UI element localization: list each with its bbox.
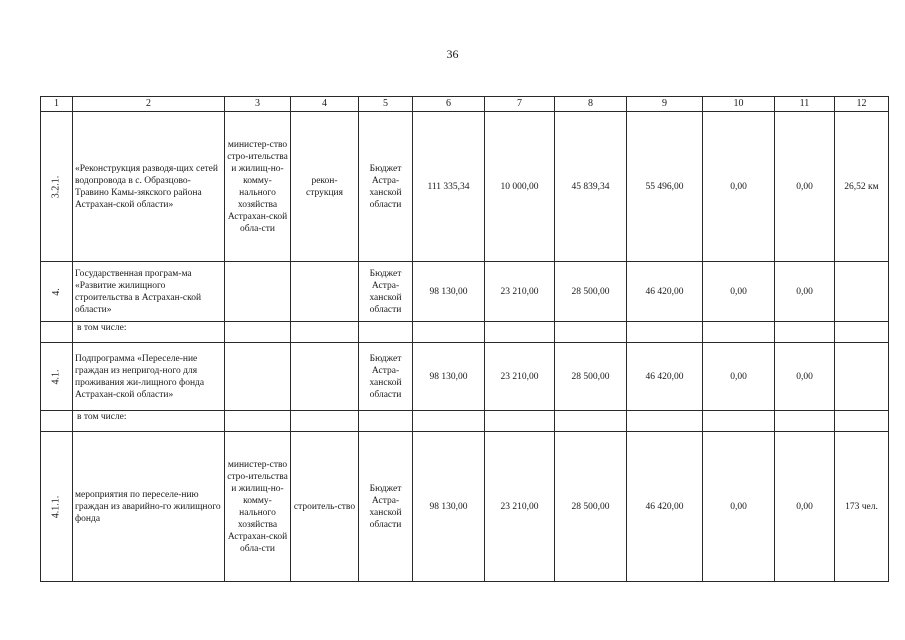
- row-value-11: 0,00: [775, 262, 835, 322]
- row-value-9: 46 420,00: [627, 343, 703, 411]
- row-executor: [225, 262, 291, 322]
- table-row: [41, 262, 889, 322]
- empty-cell: [835, 411, 889, 432]
- header-row: [41, 97, 889, 112]
- empty-cell: [41, 322, 73, 343]
- empty-cell: [41, 411, 73, 432]
- subheader-text: в том числе:: [73, 411, 225, 432]
- row-total: 98 130,00: [413, 343, 485, 411]
- row-value-8: 28 500,00: [555, 343, 627, 411]
- empty-cell: [775, 322, 835, 343]
- budget-table: [40, 96, 889, 582]
- row-value-10: 0,00: [703, 432, 775, 582]
- row-value-7: 23 210,00: [485, 262, 555, 322]
- empty-cell: [703, 322, 775, 343]
- header-cell: 5: [359, 97, 413, 112]
- row-indicator: 173 чел.: [835, 432, 889, 582]
- row-type: [291, 343, 359, 411]
- row-value-10: 0,00: [703, 343, 775, 411]
- row-value-11: 0,00: [775, 343, 835, 411]
- row-value-10: 0,00: [703, 112, 775, 262]
- table-row: [41, 432, 889, 582]
- row-total: 98 130,00: [413, 432, 485, 582]
- empty-cell: [485, 411, 555, 432]
- row-value-7: 23 210,00: [485, 432, 555, 582]
- row-number-label: 4.1.1.: [50, 495, 62, 518]
- row-indicator: [835, 343, 889, 411]
- row-value-8: 28 500,00: [555, 262, 627, 322]
- header-cell: 11: [775, 97, 835, 112]
- header-cell: 12: [835, 97, 889, 112]
- row-number-label: 4.: [50, 287, 62, 296]
- page-number: 36: [446, 47, 459, 61]
- empty-cell: [291, 322, 359, 343]
- row-value-7: 23 210,00: [485, 343, 555, 411]
- header-cell: 8: [555, 97, 627, 112]
- row-name: мероприятия по переселе-нию граждан из аварийно-го жилищного фонда: [73, 432, 225, 582]
- empty-cell: [485, 322, 555, 343]
- row-value-10: 0,00: [703, 262, 775, 322]
- empty-cell: [703, 411, 775, 432]
- row-type: рекон-струкция: [291, 112, 359, 262]
- row-executor: министер-ство стро-ительства и жилищ-но-комму-нального хозяйства Астрахан-ской обла-сти: [225, 112, 291, 262]
- row-total: 98 130,00: [413, 262, 485, 322]
- row-name: Государственная програм-ма «Развитие жилищного строительства в Астрахан-ской области»: [73, 262, 225, 322]
- header-cell: 3: [225, 97, 291, 112]
- empty-cell: [627, 411, 703, 432]
- header-cell: 1: [41, 97, 73, 112]
- row-type: [291, 262, 359, 322]
- header-cell: 9: [627, 97, 703, 112]
- empty-cell: [413, 411, 485, 432]
- row-value-9: 46 420,00: [627, 262, 703, 322]
- empty-cell: [555, 411, 627, 432]
- empty-cell: [775, 411, 835, 432]
- row-number: [41, 432, 73, 582]
- row-value-11: 0,00: [775, 432, 835, 582]
- row-value-8: 45 839,34: [555, 112, 627, 262]
- table-row: [41, 343, 889, 411]
- row-number: [41, 262, 73, 322]
- row-type: строитель-ство: [291, 432, 359, 582]
- row-number-label: 4.1.: [50, 369, 62, 384]
- subheader-row: [41, 411, 889, 432]
- row-total: 111 335,34: [413, 112, 485, 262]
- empty-cell: [627, 322, 703, 343]
- row-name: Подпрограмма «Переселе-ние граждан из непригод-ного для проживания жи-лищного фонда Астрахан-ской области»: [73, 343, 225, 411]
- header-cell: 2: [73, 97, 225, 112]
- row-value-7: 10 000,00: [485, 112, 555, 262]
- row-source: Бюджет Астра-ханской области: [359, 343, 413, 411]
- header-cell: 6: [413, 97, 485, 112]
- row-source: Бюджет Астра-ханской области: [359, 432, 413, 582]
- empty-cell: [413, 322, 485, 343]
- row-value-9: 46 420,00: [627, 432, 703, 582]
- row-value-11: 0,00: [775, 112, 835, 262]
- empty-cell: [555, 322, 627, 343]
- header-cell: 10: [703, 97, 775, 112]
- subheader-row: [41, 322, 889, 343]
- row-value-8: 28 500,00: [555, 432, 627, 582]
- empty-cell: [225, 322, 291, 343]
- row-number: [41, 343, 73, 411]
- row-indicator: [835, 262, 889, 322]
- header-cell: 7: [485, 97, 555, 112]
- empty-cell: [225, 411, 291, 432]
- empty-cell: [835, 322, 889, 343]
- row-number-label: 3.2.1.: [50, 175, 62, 198]
- row-executor: [225, 343, 291, 411]
- empty-cell: [359, 322, 413, 343]
- row-number: [41, 112, 73, 262]
- row-executor: министер-ство стро-ительства и жилищ-но-комму-нального хозяйства Астрахан-ской обла-сти: [225, 432, 291, 582]
- empty-cell: [359, 411, 413, 432]
- subheader-text: в том числе:: [73, 322, 225, 343]
- empty-cell: [291, 411, 359, 432]
- row-source: Бюджет Астра-ханской области: [359, 112, 413, 262]
- row-value-9: 55 496,00: [627, 112, 703, 262]
- row-source: Бюджет Астра-ханской области: [359, 262, 413, 322]
- table-row: [41, 112, 889, 262]
- header-cell: 4: [291, 97, 359, 112]
- row-name: «Реконструкция разводя-щих сетей водопровода в с. Образцово-Травино Камы-зякского района Астрахан-ской области»: [73, 112, 225, 262]
- row-indicator: 26,52 км: [835, 112, 889, 262]
